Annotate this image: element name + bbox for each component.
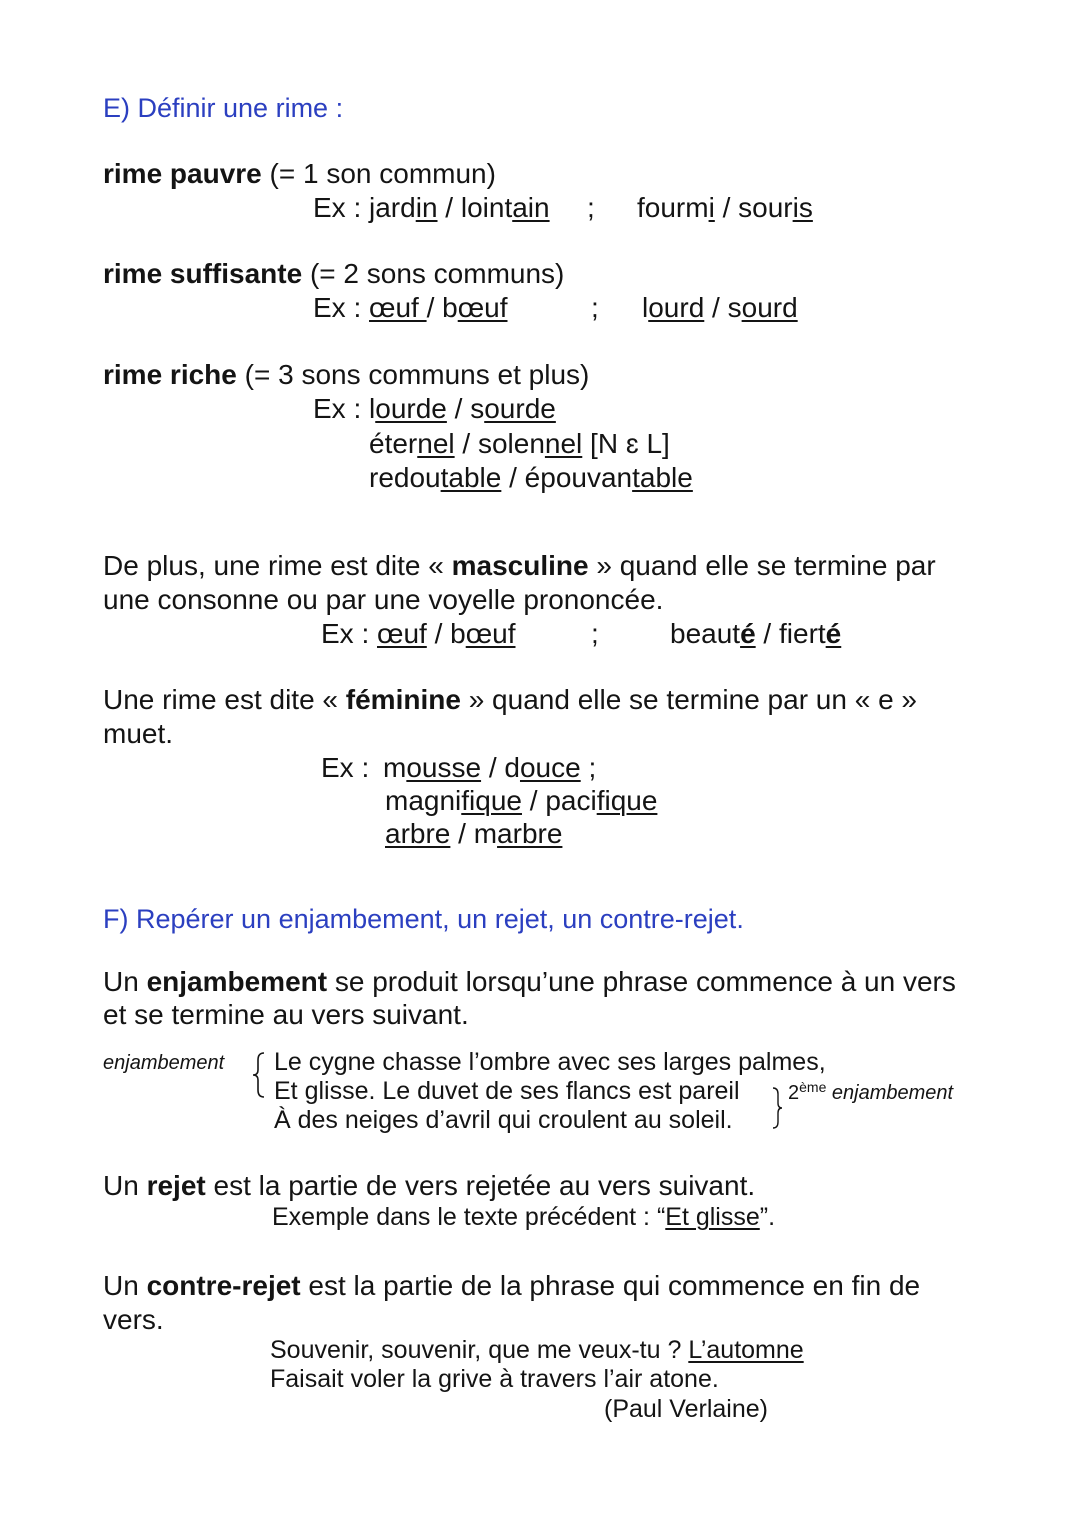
ex-label: Ex : [321,618,378,649]
text-segment: » quand elle se termine par un « e » [460,684,918,715]
text-segment: é [740,618,756,649]
rime-riche-definition [103,361,589,389]
text-segment: l [642,292,649,323]
text-segment: » quand elle se termine par [588,550,936,581]
text-segment: ourde [375,393,447,424]
text-segment: table [632,462,693,493]
ex-label: Ex : [313,192,370,223]
ex-label: Ex : [313,292,370,323]
rime-pauvre-ex1 [369,192,550,223]
text-segment: in [415,192,438,223]
rejet-example [272,1205,775,1230]
text-segment: magni [385,785,462,816]
text-segment: i [708,192,715,223]
text-segment: Un [103,1170,147,1201]
text-segment: arbre [497,818,563,849]
rime-riche-ex1 [369,393,556,424]
text-segment: / paci [521,785,597,816]
text-segment: / loint [437,192,513,223]
rime-pauvre-example-2 [637,194,813,222]
text-segment: / m [450,818,498,849]
rime-suffisante-ex1 [369,292,507,323]
text-segment: masculine [451,550,589,581]
text-segment: redou [369,462,441,493]
text-segment: beaut [670,618,741,649]
rime-pauvre-definition [103,160,496,188]
masculine-paragraph-line-1 [103,552,936,580]
text-segment: ain [512,192,550,223]
rime-riche-example-3 [369,464,693,492]
text-segment: m [383,752,407,783]
section-f-heading: F) Repérer un enjambement, un rejet, un contre-rejet. [103,904,744,934]
verlaine-verse-2: Faisait voler la grive à travers l’air atone. [270,1365,719,1393]
rime-riche-def: (= 3 sons communs et plus) [236,359,590,390]
text-segment: is [792,192,813,223]
rime-pauvre-def: (= 1 son commun) [261,158,496,189]
masculine-paragraph-line-2: une consonne ou par une voyelle prononcée. [103,584,664,615]
text-segment: Et glisse [665,1203,760,1231]
masculine-example-2 [670,620,841,648]
enjambement-label-1: enjambement [103,1052,225,1074]
rime-riche-example-1 [313,395,556,423]
text-segment: fourm [637,192,709,223]
text-segment: ourd [741,292,798,323]
text-segment: œuf [465,618,516,649]
label2-text: enjambement [826,1082,954,1104]
enjambement-paragraph-line-1 [103,968,956,996]
left-brace-icon [248,1050,268,1100]
feminine-example-2 [385,787,657,815]
contre-rejet-paragraph-line-1 [103,1272,920,1300]
feminine-example-1 [321,754,596,782]
rime-suffisante-separator: ; [591,292,599,323]
rime-pauvre-term: rime pauvre [103,158,262,189]
rime-pauvre-example-1 [313,194,550,222]
text-segment: Souvenir, souvenir, que me veux-tu ? [270,1336,689,1364]
text-segment: [N ɛ L] [582,428,670,459]
text-segment: / s [446,393,485,424]
text-segment: ousse [406,752,482,783]
text-segment: nel [417,428,455,459]
poem-author: (Paul Verlaine) [604,1395,768,1423]
rime-riche-example-2 [369,430,670,458]
text-segment: œuf [457,292,508,323]
right-brace-icon [770,1085,786,1131]
text-segment: fique [596,785,658,816]
label2-superscript: ème [799,1079,827,1095]
masculine-ex1 [377,618,515,649]
poem-verse-1: Le cygne chasse l’ombre avec ses larges palmes, [274,1048,826,1076]
text-segment: est la partie de vers rejetée au vers suivant. [205,1170,756,1201]
text-segment: est la partie de la phrase qui commence en fin de [300,1270,921,1301]
ex-label: Ex : [313,393,370,424]
feminine-example-3 [385,820,562,848]
section-e-heading: E) Définir une rime : [103,93,344,123]
text-segment: L’automne [688,1336,804,1364]
text-segment: / b [426,292,458,323]
text-segment: ourde [484,393,556,424]
enjambement-label-2 [788,1079,954,1104]
text-segment: Un [103,966,147,997]
text-segment: arbre [385,818,451,849]
text-segment: se produit lorsqu’une phrase commence à un vers [327,966,956,997]
rime-riche-term: rime riche [103,359,237,390]
text-segment: fique [461,785,522,816]
text-segment: De plus, une rime est dite « [103,550,452,581]
text-segment: é [825,618,842,649]
text-segment: ourd [648,292,705,323]
text-segment: ”. [759,1203,776,1231]
text-segment: Un [103,1270,147,1301]
text-segment: / fiert [755,618,826,649]
text-segment: nel [544,428,583,459]
text-segment: contre-rejet [146,1270,301,1301]
text-segment: / s [704,292,742,323]
text-segment: / b [426,618,466,649]
text-segment: ; [580,752,597,783]
rime-suffisante-example-2 [642,294,798,322]
feminine-paragraph-line-2: muet. [103,718,174,749]
masculine-example-1 [321,620,516,648]
text-segment: jard [369,192,416,223]
text-segment: Une rime est dite « [103,684,346,715]
poem-verse-3: À des neiges d’avril qui croulent au soleil. [274,1106,733,1134]
text-segment: l [369,393,376,424]
masculine-separator: ; [591,618,599,649]
rejet-paragraph [103,1172,755,1200]
rime-suffisante-term: rime suffisante [103,258,303,289]
rime-pauvre-separator: ; [587,192,595,223]
feminine-paragraph-line-1 [103,686,917,714]
text-segment: Exemple dans le texte précédent : “ [272,1203,666,1231]
ex-label: Ex : [321,752,378,783]
verlaine-verse-1 [270,1338,804,1363]
text-segment: / solen [454,428,545,459]
text-segment: / d [481,752,520,783]
text-segment: / épouvan [501,462,633,493]
feminine-ex1 [383,752,596,783]
enjambement-paragraph-line-2: et se termine au vers suivant. [103,999,469,1030]
text-segment: œuf [377,618,427,649]
poem-verse-2: Et glisse. Le duvet de ses flancs est pareil [274,1077,740,1105]
text-segment: éter [369,428,418,459]
rime-suffisante-definition [103,260,564,288]
rime-suffisante-example-1 [313,294,508,322]
rime-suffisante-def: (= 2 sons communs) [302,258,565,289]
text-segment: / sour [714,192,793,223]
text-segment: œuf [369,292,427,323]
label2-number: 2 [788,1082,800,1104]
text-segment: féminine [345,684,461,715]
text-segment: table [440,462,502,493]
text-segment: ouce [519,752,581,783]
text-segment: enjambement [146,966,328,997]
text-segment: rejet [146,1170,206,1201]
contre-rejet-paragraph-line-2: vers. [103,1304,164,1335]
